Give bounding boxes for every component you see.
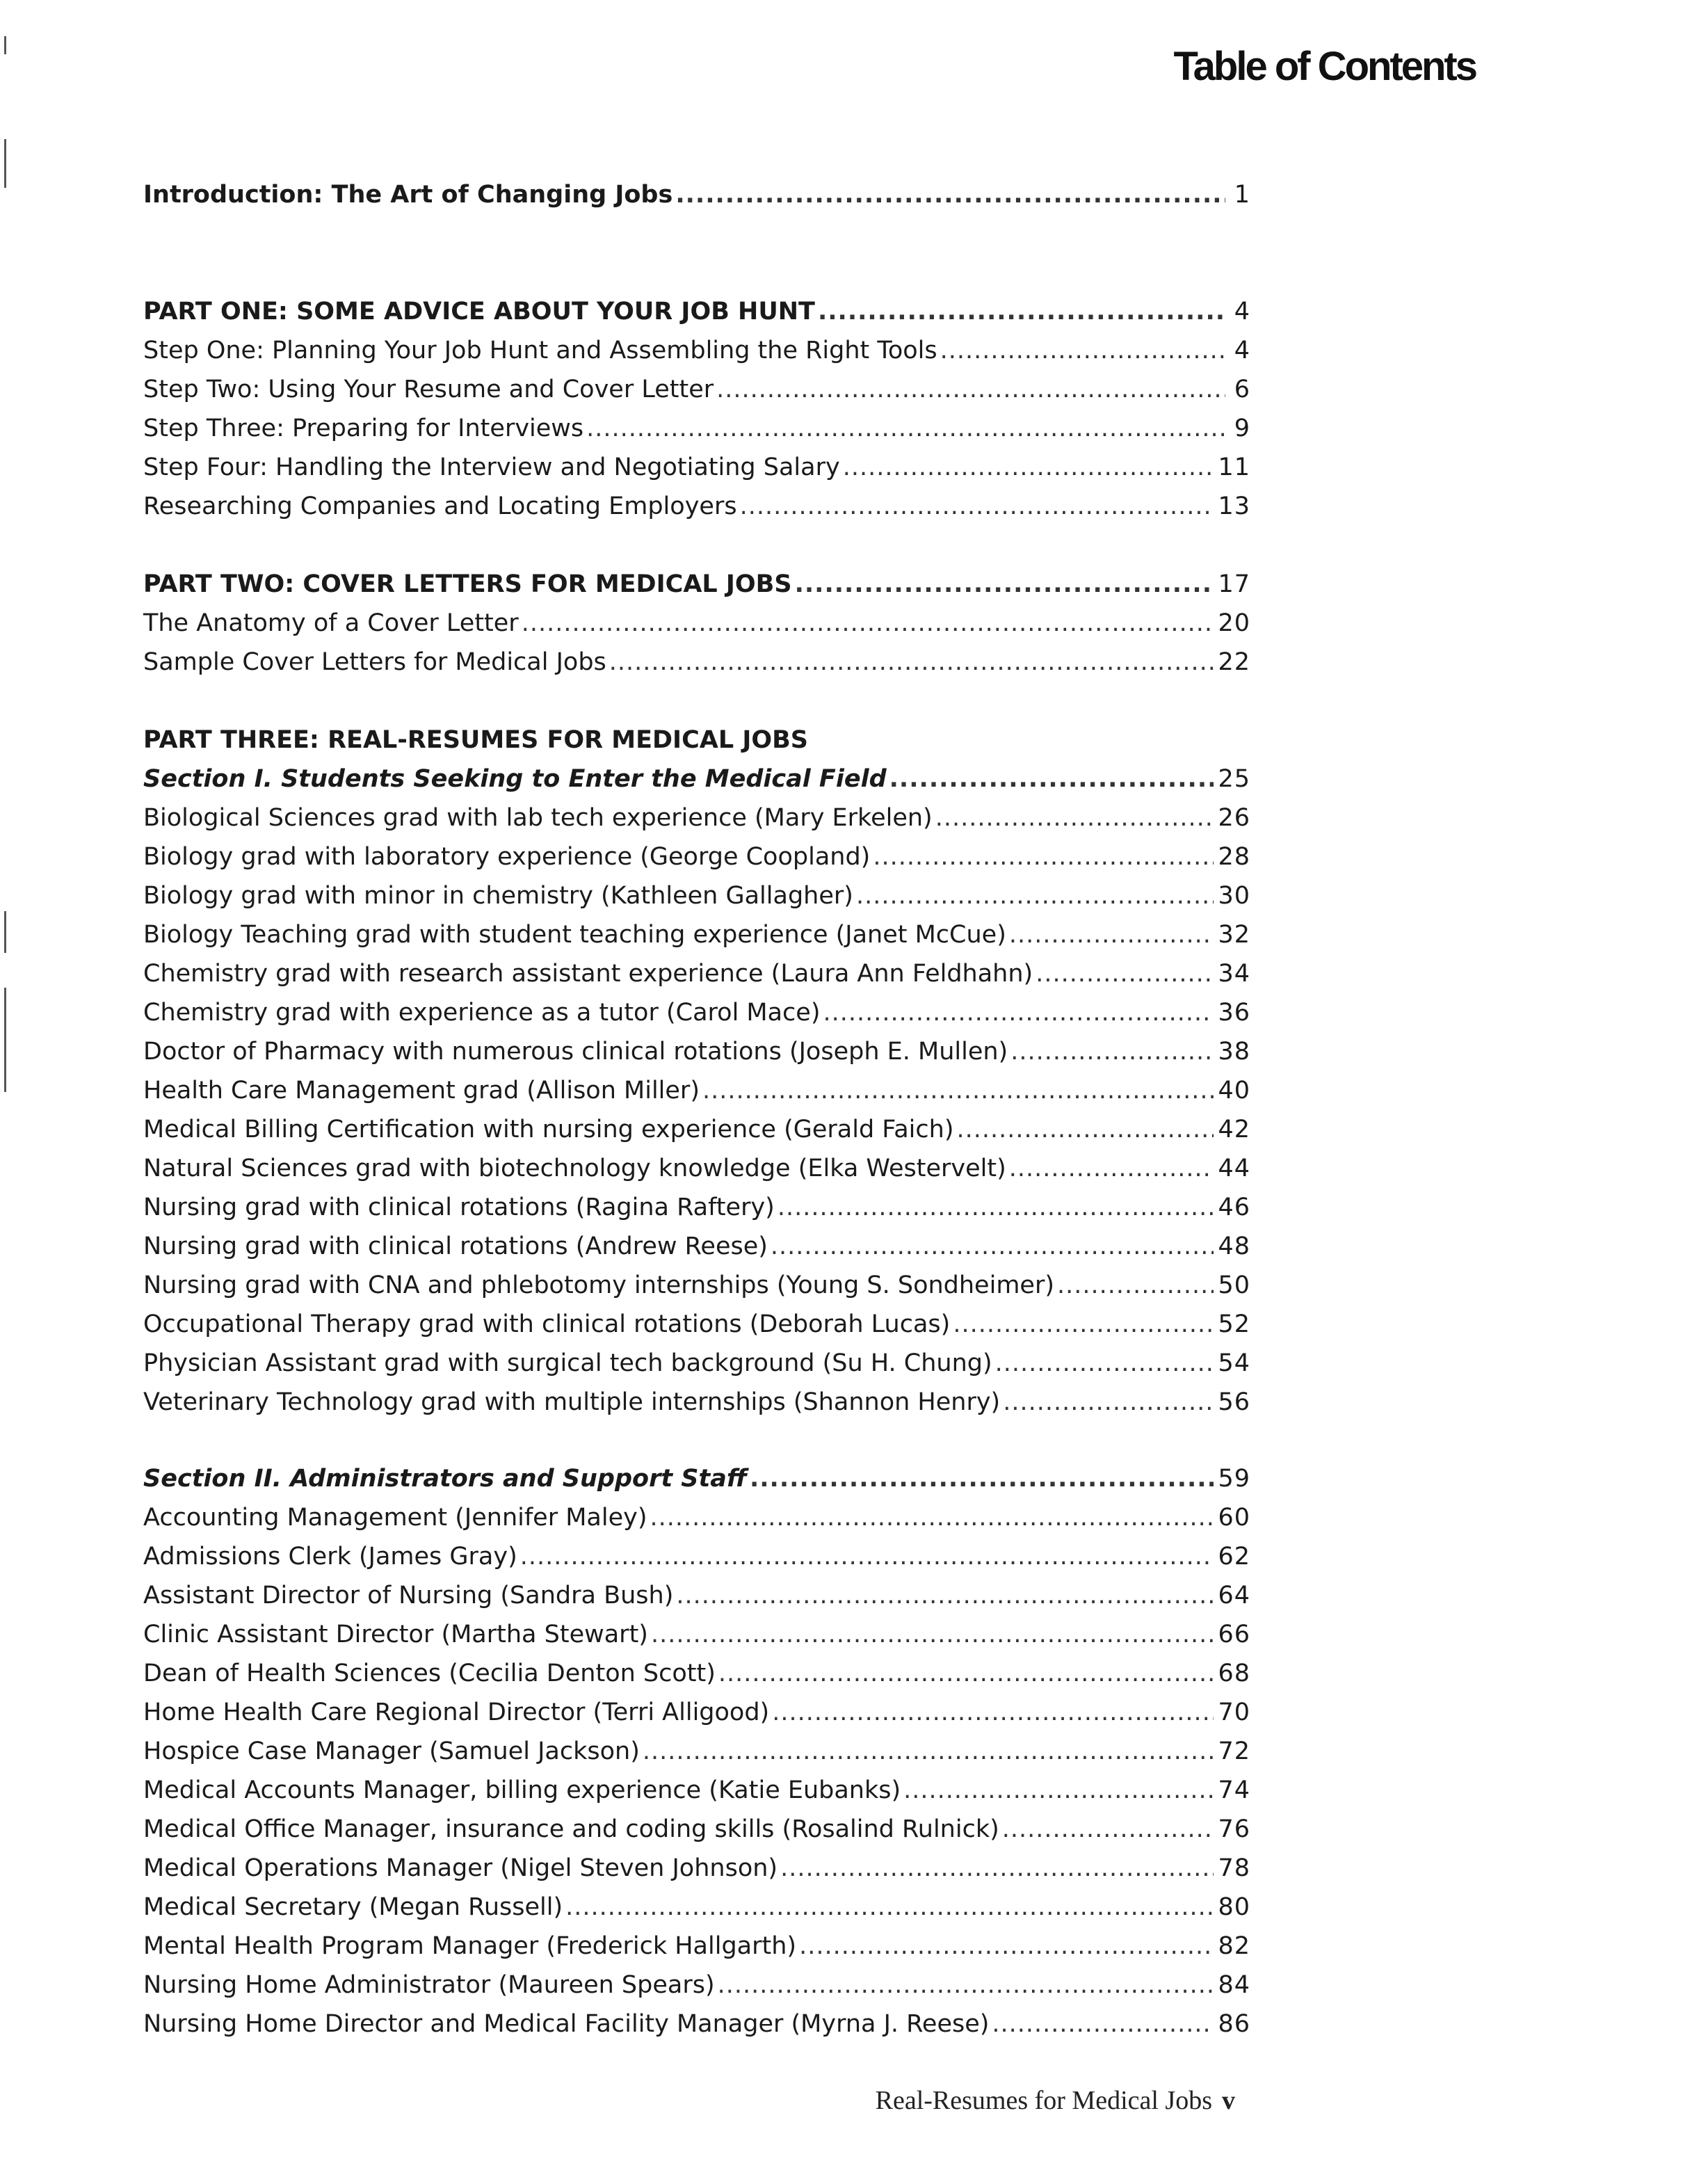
leader-dots	[718, 1966, 1214, 2005]
leader-dots	[995, 1344, 1214, 1383]
toc-entry-title: Section I. Students Seeking to Enter the Medical Field	[143, 765, 887, 793]
leader-dots	[778, 1188, 1214, 1227]
toc-entry-title: Step Four: Handling the Interview and Negotiating Salary	[143, 453, 840, 481]
toc-entry-page: 20	[1218, 609, 1250, 637]
toc-entry-title: Mental Health Program Manager (Frederick Hallgarth)	[143, 1932, 797, 1960]
toc-entry-title: Admissions Clerk (James Gray)	[143, 1543, 517, 1571]
leader-dots	[889, 760, 1214, 798]
toc-entry[interactable]	[143, 1032, 1250, 1071]
toc-entry[interactable]	[143, 954, 1250, 993]
toc-entry-page: 76	[1218, 1815, 1250, 1843]
leader-dots	[1002, 1810, 1214, 1849]
toc-entry[interactable]	[143, 2005, 1250, 2043]
toc-entry[interactable]	[143, 1188, 1250, 1227]
toc-entry-page: 54	[1218, 1349, 1250, 1377]
toc-entry-page: 28	[1218, 843, 1250, 871]
leader-dots	[953, 1305, 1214, 1344]
toc-entry[interactable]	[143, 331, 1250, 370]
toc-entry-title: Clinic Assistant Director (Martha Stewart)	[143, 1621, 648, 1648]
leader-dots	[1009, 915, 1214, 954]
leader-dots	[522, 604, 1214, 643]
toc-entry-title: Medical Operations Manager (Nigel Steven Johnson)	[143, 1854, 778, 1882]
leader-dots	[856, 876, 1214, 915]
toc-part-one-heading[interactable]	[143, 292, 1250, 331]
scan-mark	[4, 988, 6, 1092]
leader-dots	[1003, 1383, 1214, 1422]
toc-entry-title: Natural Sciences grad with biotechnology knowledge (Elka Westervelt)	[143, 1155, 1006, 1182]
leader-dots	[650, 1498, 1214, 1537]
toc-entry-title: Introduction: The Art of Changing Jobs	[143, 181, 673, 209]
toc-entry-page: 34	[1218, 960, 1250, 988]
toc-entry-title: Biology Teaching grad with student teaching experience (Janet McCue)	[143, 921, 1006, 949]
footer-page-number: v	[1222, 2086, 1235, 2115]
toc-entry-title: PART TWO: COVER LETTERS FOR MEDICAL JOBS	[143, 570, 792, 598]
toc-entry[interactable]	[143, 1693, 1250, 1732]
toc-entry-page: 36	[1218, 999, 1250, 1027]
toc-entry-page: 30	[1218, 882, 1250, 910]
toc-entry-title: The Anatomy of a Cover Letter	[143, 609, 519, 637]
toc-entry-page: 1	[1234, 181, 1250, 209]
toc-entry[interactable]	[143, 1383, 1250, 1422]
toc-entry-page: 6	[1234, 376, 1250, 403]
toc-entry[interactable]	[143, 1266, 1250, 1305]
toc-entry-page: 82	[1218, 1932, 1250, 1960]
leader-dots	[935, 798, 1214, 837]
toc-entry-introduction[interactable]	[143, 175, 1250, 214]
leader-dots	[780, 1849, 1214, 1888]
toc-entry[interactable]	[143, 604, 1250, 643]
toc-entry-page: 46	[1218, 1194, 1250, 1221]
toc-entry[interactable]	[143, 448, 1250, 487]
toc-entry-title: Nursing grad with CNA and phlebotomy internships (Young S. Sondheimer)	[143, 1271, 1054, 1299]
leader-dots	[795, 565, 1214, 604]
toc-entry[interactable]	[143, 837, 1250, 876]
toc-entry-title: Doctor of Pharmacy with numerous clinical rotations (Joseph E. Mullen)	[143, 1038, 1008, 1066]
scan-mark	[4, 36, 6, 54]
toc-entry-title: Nursing grad with clinical rotations (Andrew Reese)	[143, 1232, 768, 1260]
toc-entry[interactable]	[143, 1344, 1250, 1383]
toc-entry[interactable]	[143, 1888, 1250, 1927]
toc-entry-page: 9	[1234, 415, 1250, 442]
leader-dots	[771, 1227, 1214, 1266]
toc-entry-page: 26	[1218, 804, 1250, 832]
toc-entry-page: 4	[1234, 298, 1250, 326]
toc-entry[interactable]	[143, 798, 1250, 837]
toc-entry-page: 17	[1218, 570, 1250, 598]
toc-entry-page: 80	[1218, 1893, 1250, 1921]
toc-entry-title: Accounting Management (Jennifer Maley)	[143, 1504, 647, 1532]
toc-entry-title: Step Two: Using Your Resume and Cover Letter	[143, 376, 714, 403]
toc-entry-title: Medical Office Manager, insurance and coding skills (Rosalind Rulnick)	[143, 1815, 999, 1843]
toc-entry-page: 56	[1218, 1388, 1250, 1416]
leader-dots	[586, 409, 1225, 448]
toc-entry-page: 50	[1218, 1271, 1250, 1299]
toc-entry-title: Medical Accounts Manager, billing experience (Katie Eubanks)	[143, 1776, 901, 1804]
toc-entry-title: Dean of Health Sciences (Cecilia Denton Scott)	[143, 1660, 716, 1687]
page-footer	[876, 2085, 1235, 2116]
toc-entry-page: 68	[1218, 1660, 1250, 1687]
leader-dots	[799, 1927, 1214, 1966]
toc-entry[interactable]	[143, 1927, 1250, 1966]
toc-entry[interactable]	[143, 643, 1250, 682]
toc-entry-page: 72	[1218, 1737, 1250, 1765]
toc-entry[interactable]	[143, 1810, 1250, 1849]
toc-entry-title: Medical Billing Certification with nursing experience (Gerald Faich)	[143, 1116, 954, 1143]
toc-entry-page: 64	[1218, 1582, 1250, 1609]
toc-entry-title: Biological Sciences grad with lab tech experience (Mary Erkelen)	[143, 804, 933, 832]
toc-entry[interactable]	[143, 1537, 1250, 1576]
leader-dots	[823, 993, 1214, 1032]
toc-entry-title: Veterinary Technology grad with multiple internships (Shannon Henry)	[143, 1388, 1001, 1416]
toc-section-two-heading[interactable]	[143, 1459, 1250, 1498]
toc-entry[interactable]	[143, 1849, 1250, 1888]
toc-entry-page: 52	[1218, 1310, 1250, 1338]
toc-entry-title: Nursing Home Director and Medical Facility Manager (Myrna J. Reese)	[143, 2010, 990, 2038]
toc-entry-title: Hospice Case Manager (Samuel Jackson)	[143, 1737, 640, 1765]
toc-entry[interactable]	[143, 1966, 1250, 2005]
toc-entry[interactable]	[143, 1498, 1250, 1537]
toc-entry-page: 78	[1218, 1854, 1250, 1882]
leader-dots	[772, 1693, 1214, 1732]
toc-entry-page: 74	[1218, 1776, 1250, 1804]
toc-entry-title: Assistant Director of Nursing (Sandra Bush)	[143, 1582, 674, 1609]
leader-dots	[520, 1537, 1214, 1576]
toc-entry[interactable]	[143, 1305, 1250, 1344]
toc-entry-page: 44	[1218, 1155, 1250, 1182]
toc-part-two-heading[interactable]	[143, 565, 1250, 604]
toc-entry-page: 32	[1218, 921, 1250, 949]
toc-entry-page: 62	[1218, 1543, 1250, 1571]
leader-dots	[992, 2005, 1214, 2043]
toc-entry[interactable]	[143, 487, 1250, 526]
toc-entry-page: 4	[1234, 337, 1250, 364]
toc-entry[interactable]	[143, 1615, 1250, 1654]
leader-dots	[675, 175, 1225, 214]
toc-entry[interactable]	[143, 876, 1250, 915]
toc-entry-title: Occupational Therapy grad with clinical rotations (Deborah Lucas)	[143, 1310, 951, 1338]
leader-dots	[651, 1615, 1214, 1654]
toc-part-three-heading: PART THREE: REAL-RESUMES FOR MEDICAL JOBS	[143, 726, 809, 754]
toc-entry-title: Home Health Care Regional Director (Terri Alligood)	[143, 1699, 770, 1726]
toc-entry-page: 25	[1218, 765, 1250, 793]
leader-dots	[718, 1654, 1214, 1693]
toc-entry-page: 86	[1218, 2010, 1250, 2038]
toc-entry[interactable]	[143, 370, 1250, 409]
toc-entry[interactable]	[143, 1576, 1250, 1615]
leader-dots	[1010, 1032, 1214, 1071]
leader-dots	[609, 643, 1214, 682]
toc-entry[interactable]	[143, 409, 1250, 448]
toc-entry-page: 48	[1218, 1232, 1250, 1260]
leader-dots	[740, 487, 1214, 526]
toc-entry-page: 11	[1218, 453, 1250, 481]
toc-entry-title: Section II. Administrators and Support Staff	[143, 1465, 747, 1493]
toc-entry[interactable]	[143, 1149, 1250, 1188]
toc-entry-page: 60	[1218, 1504, 1250, 1532]
footer-book-title: Real-Resumes for Medical Jobs	[875, 2086, 1212, 2115]
leader-dots	[940, 331, 1225, 370]
leader-dots	[1009, 1149, 1214, 1188]
toc-entry-title: Sample Cover Letters for Medical Jobs	[143, 648, 606, 676]
leader-dots	[1036, 954, 1214, 993]
leader-dots	[843, 448, 1214, 487]
toc-entry-title: Nursing grad with clinical rotations (Ragina Raftery)	[143, 1194, 775, 1221]
leader-dots	[818, 292, 1225, 331]
leader-dots	[565, 1888, 1214, 1927]
toc-entry[interactable]	[143, 1227, 1250, 1266]
scan-mark	[4, 911, 6, 953]
leader-dots	[903, 1771, 1214, 1810]
toc-entry-page: 84	[1218, 1971, 1250, 1999]
toc-entry[interactable]	[143, 915, 1250, 954]
toc-entry-title: Researching Companies and Locating Employers	[143, 492, 737, 520]
leader-dots	[676, 1576, 1214, 1615]
toc-entry-title: Chemistry grad with experience as a tutor (Carol Mace)	[143, 999, 821, 1027]
leader-dots	[716, 370, 1225, 409]
toc-entry[interactable]	[143, 1771, 1250, 1810]
toc-entry-page: 38	[1218, 1038, 1250, 1066]
leader-dots	[956, 1110, 1214, 1149]
toc-entry-title: Biology grad with laboratory experience (George Coopland)	[143, 843, 871, 871]
toc-entry-title: Biology grad with minor in chemistry (Kathleen Gallagher)	[143, 882, 853, 910]
toc-entry-page: 40	[1218, 1077, 1250, 1105]
toc-entry-page: 70	[1218, 1699, 1250, 1726]
scan-mark	[4, 139, 6, 188]
leader-dots	[702, 1071, 1214, 1110]
toc-entry-title: Step One: Planning Your Job Hunt and Assembling the Right Tools	[143, 337, 937, 364]
page-title: Table of Contents	[1173, 44, 1476, 89]
toc-entry-title: PART ONE: SOME ADVICE ABOUT YOUR JOB HUNT	[143, 298, 815, 326]
toc-entry-page: 42	[1218, 1116, 1250, 1143]
leader-dots	[873, 837, 1214, 876]
toc-entry-title: Health Care Management grad (Allison Miller)	[143, 1077, 700, 1105]
toc-entry-page: 13	[1218, 492, 1250, 520]
leader-dots	[750, 1459, 1214, 1498]
toc-entry-title: Medical Secretary (Megan Russell)	[143, 1893, 563, 1921]
toc-entry-title: Chemistry grad with research assistant experience (Laura Ann Feldhahn)	[143, 960, 1033, 988]
toc-entry-page: 66	[1218, 1621, 1250, 1648]
toc-entry-page: 59	[1218, 1465, 1250, 1493]
toc-entry[interactable]	[143, 1110, 1250, 1149]
toc-entry[interactable]	[143, 1732, 1250, 1771]
toc-entry[interactable]	[143, 1654, 1250, 1693]
leader-dots	[643, 1732, 1214, 1771]
leader-dots	[1057, 1266, 1214, 1305]
toc-entry-title: Nursing Home Administrator (Maureen Spears)	[143, 1971, 715, 1999]
toc-section-one-heading[interactable]	[143, 760, 1250, 798]
toc-entry-title: Step Three: Preparing for Interviews	[143, 415, 584, 442]
toc-entry[interactable]	[143, 993, 1250, 1032]
toc-entry[interactable]	[143, 1071, 1250, 1110]
toc-entry-page: 22	[1218, 648, 1250, 676]
toc-entry-title: Physician Assistant grad with surgical tech background (Su H. Chung)	[143, 1349, 992, 1377]
